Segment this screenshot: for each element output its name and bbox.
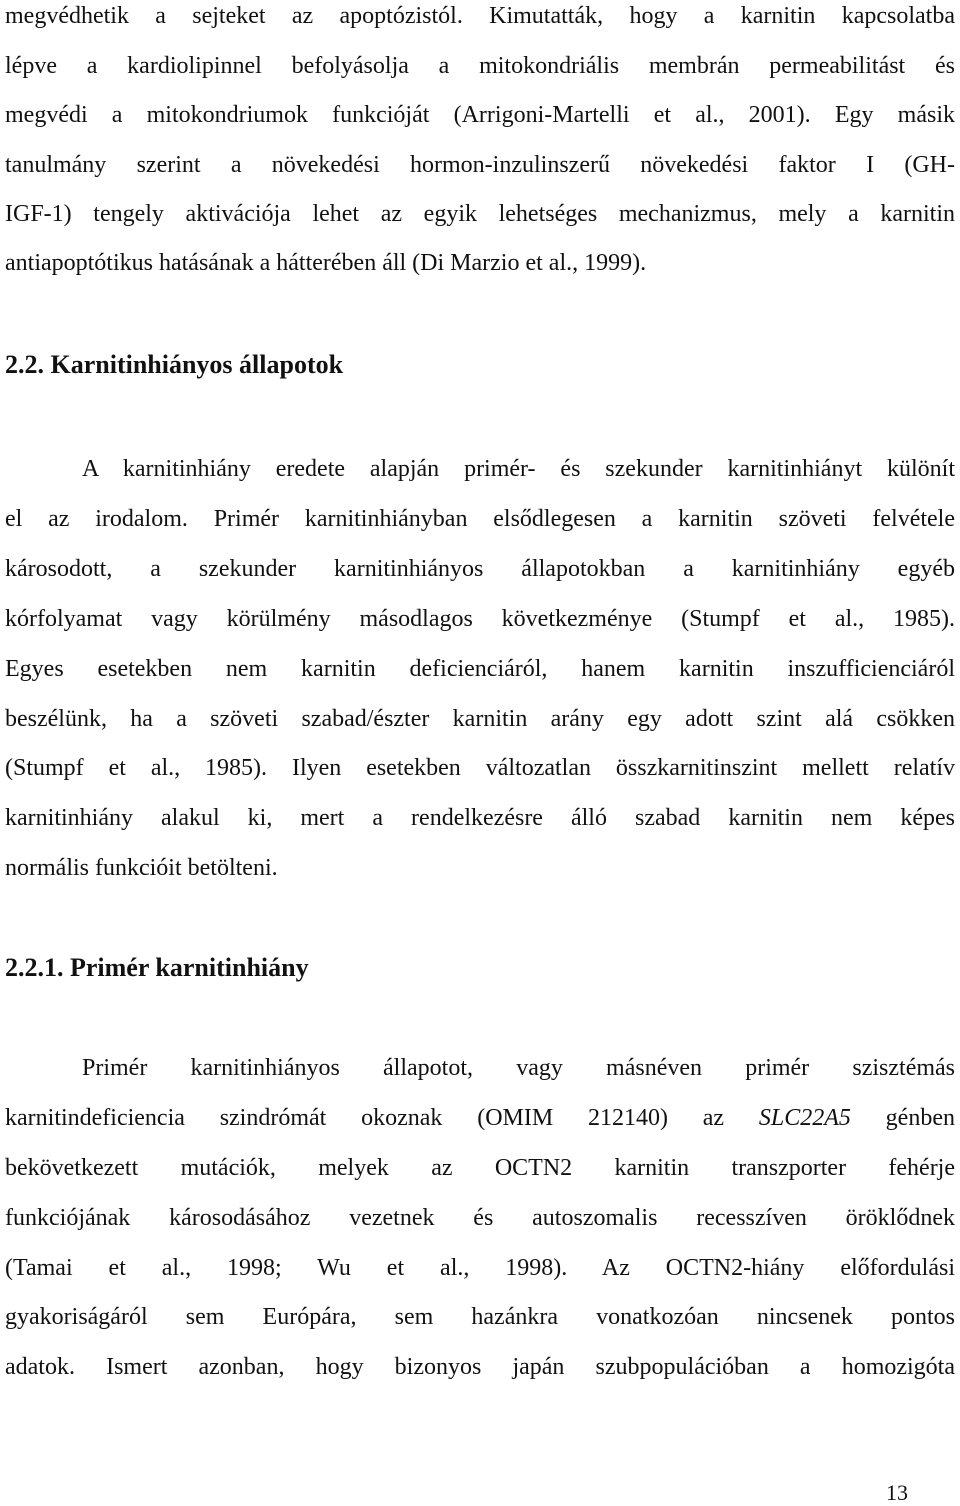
text-line: A karnitinhiány eredete alapján primér- és szekunder karnitinhiányt különít <box>82 456 955 482</box>
text-line: megvédhetik a sejteket az apoptózistól. Kimutatták, hogy a karnitin kapcsolatba <box>5 3 955 29</box>
text-line: antiapoptótikus hatásának a hátterében áll (Di Marzio et al., 1999). <box>5 250 647 276</box>
text-line: IGF-1) tengely aktivációja lehet az egyik lehetséges mechanizmus, mely a karnitin <box>5 201 955 227</box>
text-run: génben <box>850 1105 955 1131</box>
text-line: gyakoriságáról sem Európára, sem hazánkra vonatkozóan nincsenek pontos <box>5 1304 955 1330</box>
text-line: (Stumpf et al., 1985). Ilyen esetekben változatlan összkarnitinszint mellett relatív <box>5 755 955 781</box>
text-line: tanulmány szerint a növekedési hormon-inzulinszerű növekedési faktor I (GH- <box>5 152 955 178</box>
text-line: károsodott, a szekunder karnitinhiányos állapotokban a karnitinhiány egyéb <box>5 556 955 582</box>
text-line: normális funkcióit betölteni. <box>5 855 278 881</box>
text-line-with-gene <box>5 1103 955 1133</box>
text-line: funkciójának károsodásához vezetnek és autoszomalis recesszíven öröklődnek <box>5 1205 955 1231</box>
text-line: kórfolyamat vagy körülmény másodlagos következménye (Stumpf et al., 1985). <box>5 606 955 632</box>
text-run: karnitindeficiencia szindrómát okoznak (OMIM 212140) az <box>5 1105 759 1131</box>
text-line: Egyes esetekben nem karnitin deficienciáról, hanem karnitin inszufficienciáról <box>5 656 955 682</box>
text-line: bekövetkezett mutációk, melyek az OCTN2 karnitin transzporter fehérje <box>5 1155 955 1181</box>
text-line: beszélünk, ha a szöveti szabad/észter karnitin arány egy adott szint alá csökken <box>5 706 955 732</box>
page-number: 13 <box>886 1480 908 1505</box>
text-line: (Tamai et al., 1998; Wu et al., 1998). Az OCTN2-hiány előfordulási <box>5 1255 955 1281</box>
text-line: Primér karnitinhiányos állapotot, vagy másnéven primér szisztémás <box>82 1055 955 1081</box>
gene-name: SLC22A5 <box>758 1105 851 1131</box>
subsection-heading: 2.2.1. Primér karnitinhiány <box>5 953 309 982</box>
text-line: megvédi a mitokondriumok funkcióját (Arrigoni-Martelli et al., 2001). Egy másik <box>5 102 955 128</box>
text-line: adatok. Ismert azonban, hogy bizonyos japán szubpopulációban a homozigóta <box>5 1354 955 1380</box>
section-heading: 2.2. Karnitinhiányos állapotok <box>5 350 344 379</box>
text-line: el az irodalom. Primér karnitinhiányban elsődlegesen a karnitin szöveti felvétele <box>5 506 955 532</box>
text-line: lépve a kardiolipinnel befolyásolja a mitokondriális membrán permeabilitást és <box>5 53 955 79</box>
text-line: karnitinhiány alakul ki, mert a rendelkezésre álló szabad karnitin nem képes <box>5 805 955 831</box>
